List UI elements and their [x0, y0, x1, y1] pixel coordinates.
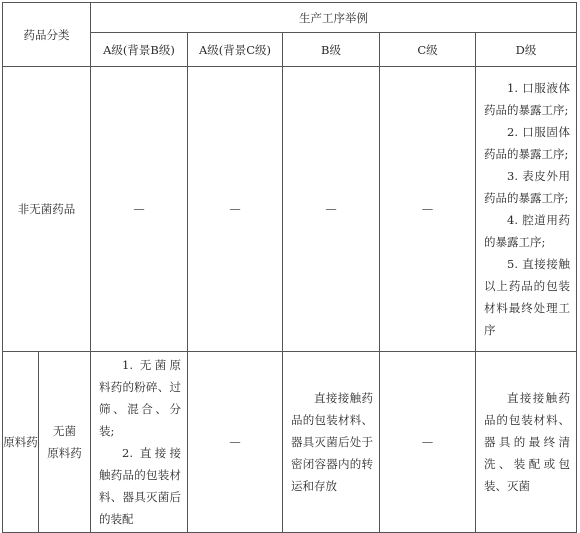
sterile-api-label	[39, 352, 91, 533]
process-item: 4. 腔道用药的暴露工序;	[484, 213, 570, 249]
production-process-header: 生产工序举例	[91, 3, 577, 33]
grade-a-bg-b-header: A级(背景B级)	[91, 33, 188, 67]
grade-b-header: B级	[283, 33, 380, 67]
process-item: 2. 口服固体药品的暴露工序;	[484, 125, 570, 161]
api-label: 原料药	[3, 352, 39, 533]
api-grade-c: —	[380, 352, 476, 533]
non-sterile-grade-b: —	[283, 67, 380, 352]
grade-a-bg-c-header: A级(背景C级)	[188, 33, 283, 67]
process-item: 2. 直接接触药品的包装材料、器具灭菌后的装配	[99, 446, 181, 526]
process-item: 1. 无菌原料药的粉碎、过筛、混合、分装;	[99, 358, 181, 438]
api-grade-b: 直接接触药品的包装材料、器具灭菌后处于密闭容器内的转运和存放	[283, 352, 380, 533]
api-grade-a-bg-c: —	[188, 352, 283, 533]
process-item: 5. 直接接触以上药品的包装材料最终处理工序	[484, 257, 570, 337]
api-row	[3, 352, 577, 533]
grade-d-header: D级	[476, 33, 577, 67]
non-sterile-label: 非无菌药品	[3, 67, 91, 352]
api-grade-d: 直接接触药品的包装材料、器具的最终清洗、装配或包装、灭菌	[476, 352, 577, 533]
process-item: 1. 口服液体药品的暴露工序;	[484, 81, 570, 117]
sterile-api-label-line1: 无菌	[53, 424, 76, 438]
sterile-api-label-line2: 原料药	[47, 446, 82, 460]
api-grade-a-bg-b	[91, 352, 188, 533]
non-sterile-grade-d	[476, 67, 577, 352]
grade-c-header: C级	[380, 33, 476, 67]
non-sterile-grade-a-bg-c: —	[188, 67, 283, 352]
category-header: 药品分类	[3, 3, 91, 67]
non-sterile-grade-c: —	[380, 67, 476, 352]
non-sterile-grade-a-bg-b: —	[91, 67, 188, 352]
non-sterile-row	[3, 67, 577, 352]
cleanroom-grade-table	[2, 2, 577, 533]
process-item: 3. 表皮外用药品的暴露工序;	[484, 169, 570, 205]
